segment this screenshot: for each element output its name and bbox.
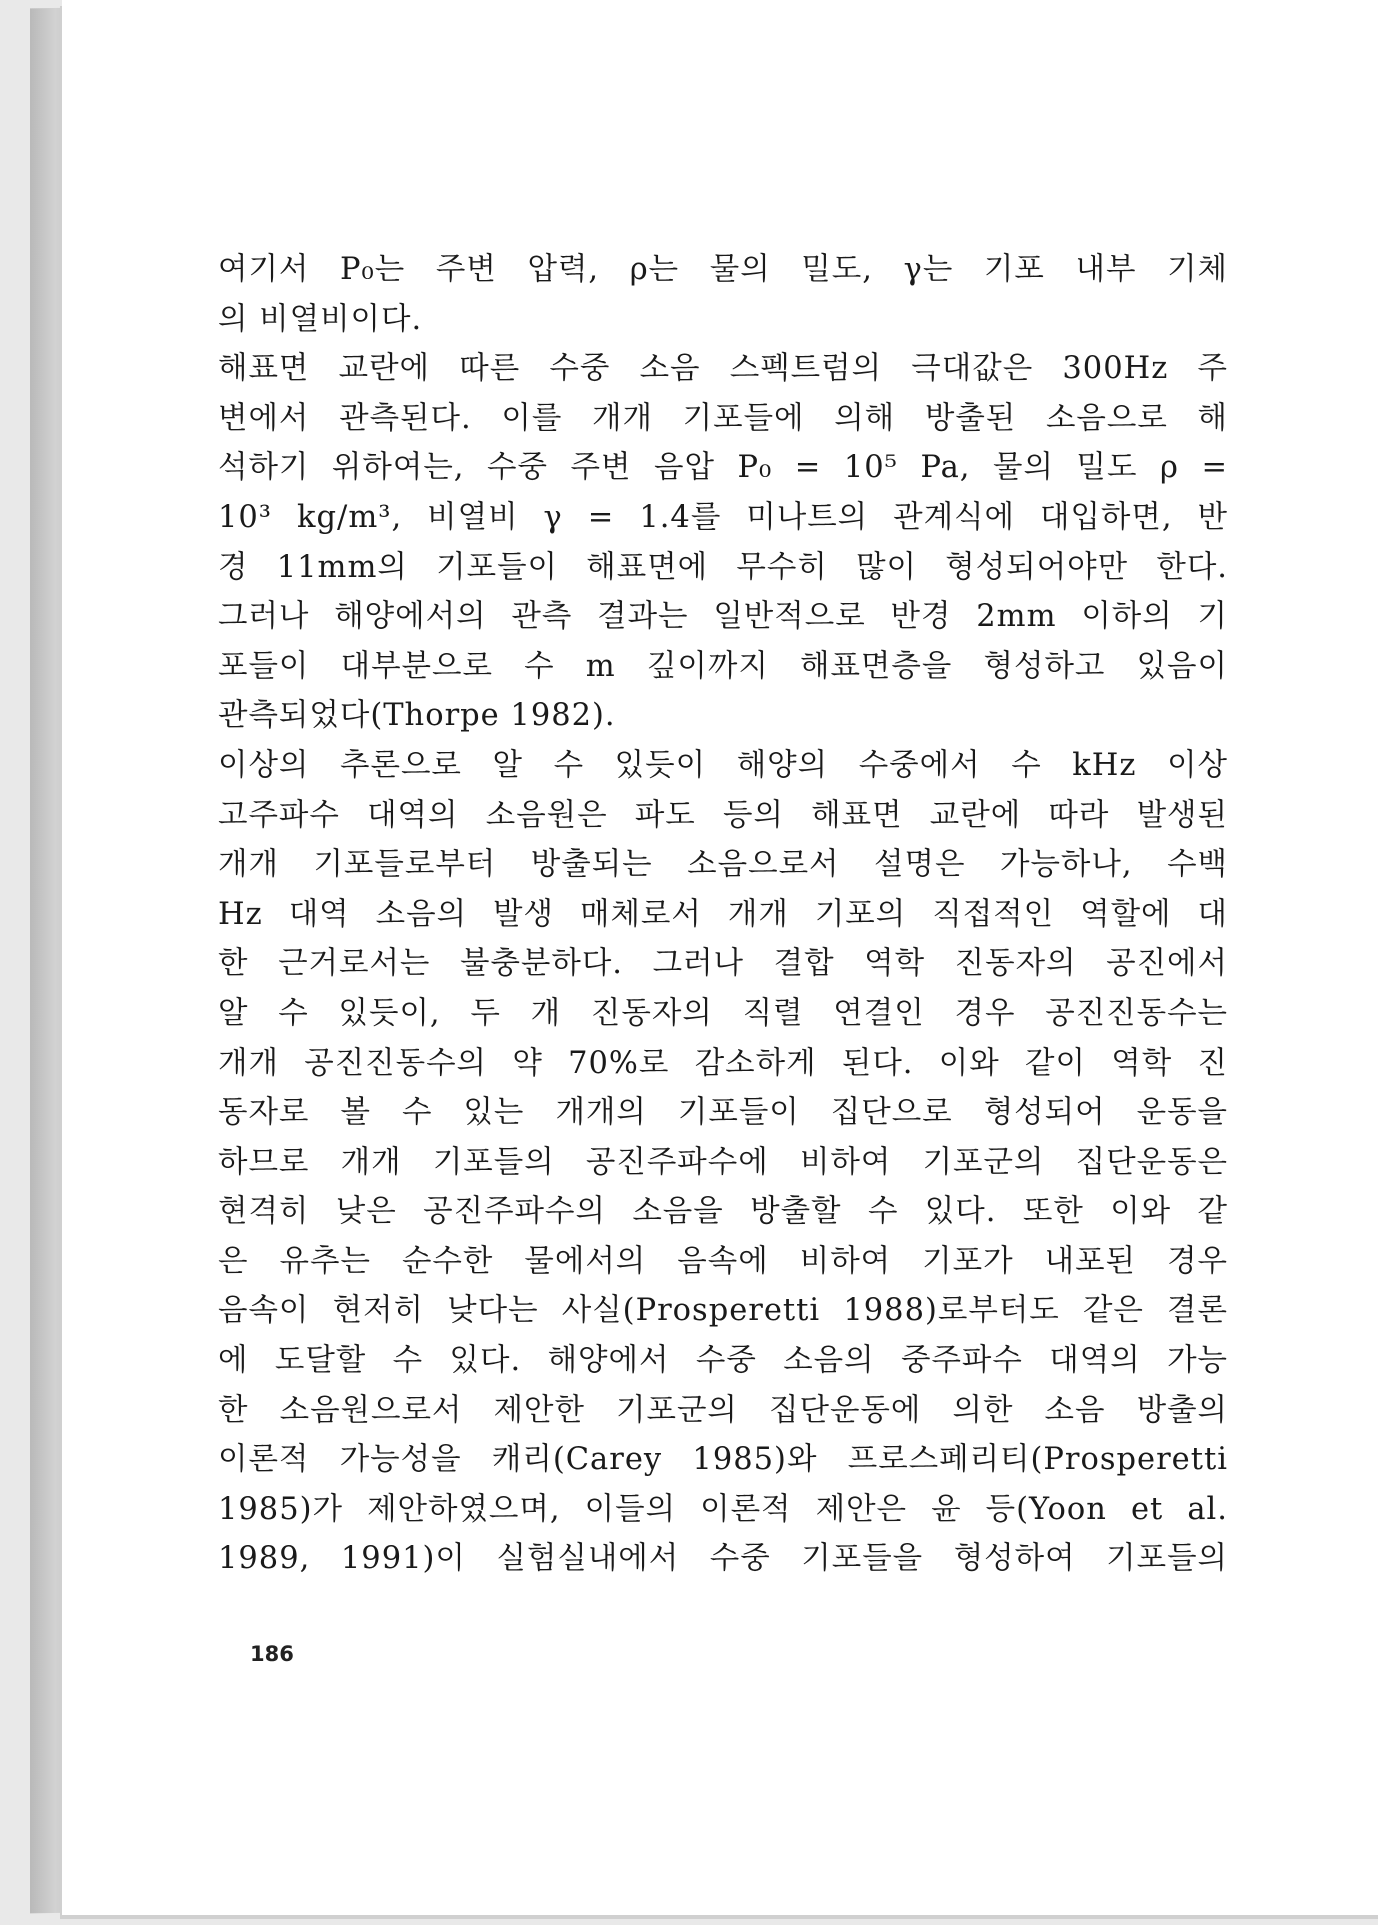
text-line: 관측되었다(Thorpe 1982). (218, 698, 616, 734)
body-text (218, 245, 1228, 1584)
text-line: 변에서 관측된다. 이를 개개 기포들에 의해 방출된 소음으로 해 (218, 400, 1228, 436)
page-number: 186 (250, 1642, 294, 1666)
text-line: Hz 대역 소음의 발생 매체로서 개개 기포의 직접적인 역할에 대 (218, 896, 1228, 932)
text-line: 음속이 현저히 낮다는 사실(Prosperetti 1988)로부터도 같은 결론 (218, 1293, 1228, 1329)
text-line: 그러나 해양에서의 관측 결과는 일반적으로 반경 2mm 이하의 기 (218, 599, 1228, 635)
text-line: 의 비열비이다. (218, 301, 423, 337)
text-line: 여기서 P₀는 주변 압력, ρ는 물의 밀도, γ는 기포 내부 기체 (218, 252, 1228, 287)
text-line: 해표면 교란에 따른 수중 소음 스펙트럼의 극대값은 300Hz 주 (218, 351, 1228, 387)
text-line: 경 11mm의 기포들이 해표면에 무수히 많이 형성되어야만 한다. (218, 549, 1228, 585)
text-line: 하므로 개개 기포들의 공진주파수에 비하여 기포군의 집단운동은 (218, 1144, 1228, 1180)
text-line: 한 소음원으로서 제안한 기포군의 집단운동에 의한 소음 방출의 (218, 1392, 1228, 1428)
text-line: 10³ kg/m³, 비열비 γ = 1.4를 미나트의 관계식에 대입하면, 반 (218, 499, 1228, 535)
text-line: 석하기 위하여는, 수중 주변 음압 P₀ = 10⁵ Pa, 물의 밀도 ρ = (218, 450, 1228, 486)
text-line: 알 수 있듯이, 두 개 진동자의 직렬 연결인 경우 공진진동수는 (218, 995, 1228, 1031)
text-line: 개개 공진진동수의 약 70%로 감소하게 된다. 이와 같이 역학 진 (218, 1045, 1228, 1081)
text-line: 1989, 1991)이 실험실내에서 수중 기포들을 형성하여 기포들의 (218, 1541, 1228, 1577)
text-line: 한 근거로서는 불충분하다. 그러나 결합 역학 진동자의 공진에서 (218, 946, 1228, 982)
text-line: 개개 기포들로부터 방출되는 소음으로서 설명은 가능하나, 수백 (218, 847, 1228, 883)
text-line: 은 유추는 순수한 물에서의 음속에 비하여 기포가 내포된 경우 (218, 1243, 1228, 1279)
text-line: 에 도달할 수 있다. 해양에서 수중 소음의 중주파수 대역의 가능 (218, 1343, 1228, 1379)
text-line: 동자로 볼 수 있는 개개의 기포들이 집단으로 형성되어 운동을 (218, 1095, 1228, 1131)
text-line: 이상의 추론으로 알 수 있듯이 해양의 수중에서 수 kHz 이상 (218, 747, 1228, 783)
text-line: 현격히 낮은 공진주파수의 소음을 방출할 수 있다. 또한 이와 같 (218, 1194, 1228, 1230)
text-line: 이론적 가능성을 캐리(Carey 1985)와 프로스페리티(Prosperetti (218, 1442, 1228, 1478)
text-line: 1985)가 제안하였으며, 이들의 이론적 제안은 윤 등(Yoon et al. (218, 1491, 1228, 1527)
text-line: 포들이 대부분으로 수 m 깊이까지 해표면층을 형성하고 있음이 (218, 648, 1228, 684)
text-line: 고주파수 대역의 소음원은 파도 등의 해표면 교란에 따라 발생된 (218, 797, 1228, 833)
